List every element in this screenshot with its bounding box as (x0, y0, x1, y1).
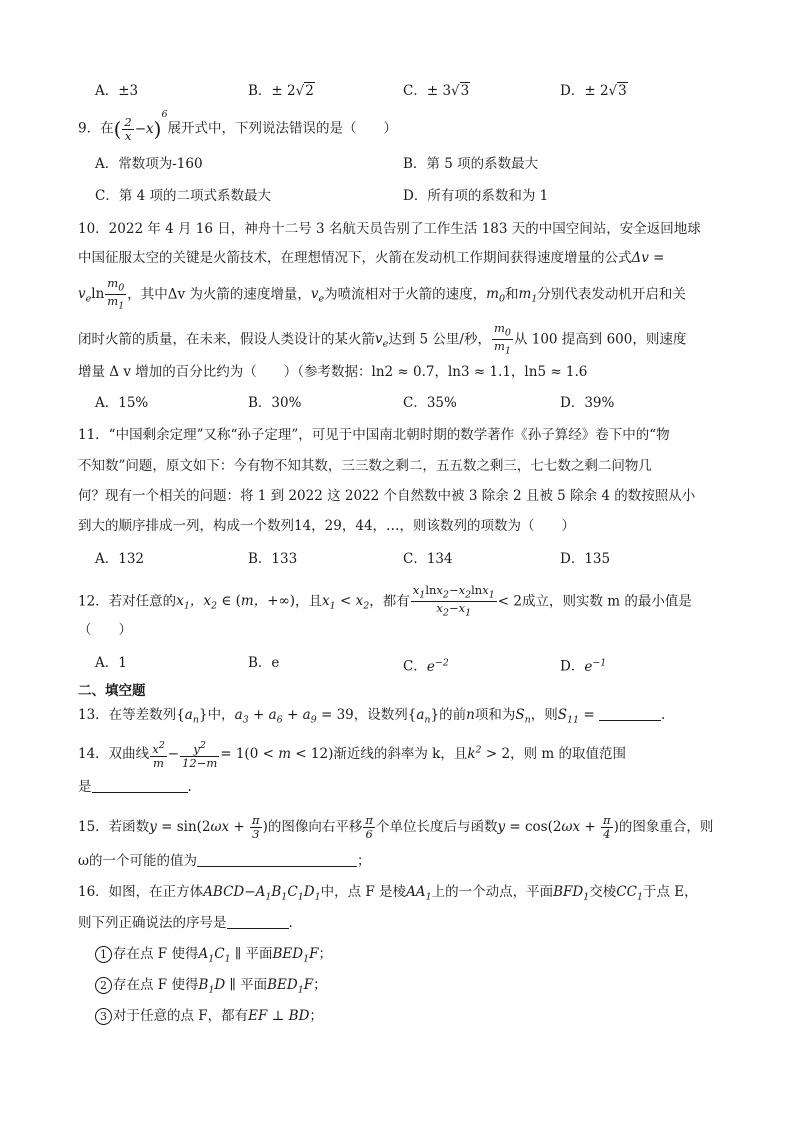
q16-item-3: 3 对于任意的点 F，都有EF ⊥ BD； (95, 1005, 755, 1027)
q10-line-5: 增量 Δ v 增加的百分比约为（ ）（参考数据：ln2 ≈ 0.7，ln3 ≈ 1.1，ln5 ≈ 1.6 (78, 364, 588, 380)
q12-option-a: A．1 (95, 655, 127, 671)
q11-line-3: 何？现有一个相关的问题：将 1 到 2022 这 2022 个自然数中被 3 除余 2 且被 5 除余 4 的数按照从小 (78, 488, 696, 504)
q12-option-c: C．$e^{-2}$ (403, 657, 449, 675)
q9-stem: 9．在( $\frac{2}{x}$ −x)$^6$展开式中，下列说法错误的是（ ） (78, 109, 398, 143)
q13-stem: 13．在等差数列$\{a_n\}$中，$a_3 + a_6 + a_9 = 39$，设数列$\{a_n\}$的前n项和为$S_n$，则$S_{11}$ = . (78, 707, 666, 726)
q10-line-3: $v_e\ln$ $\frac{m_0}{m_1}$ ，其中Δv 为火箭的速度增量，$v_e$为喷流相对于火箭的速度，$m_0$和$m_1$分别代表发动机开启和关 (78, 276, 686, 312)
q11-option-d: D．135 (560, 551, 611, 567)
q11-line-1: 11．“中国剩余定理”又称“孙子定理”，可见于中国南北朝时期的数学著作《孙子算经》卷下中的“物 (78, 427, 670, 443)
q16-item-2: 2 存在点 F 使得$B_1D$ ∥ 平面$BED_1F$； (95, 974, 755, 1002)
q11-option-c: C．134 (403, 551, 453, 567)
q15-stem: 15．若函数y = sin(2ωx + $\frac{\pi}{3}$ )的图像向右平移 $\frac{\pi}{6}$ 个单位长度后与函数y = cos(2ωx + $\frac{\pi}{4}$ )的图象重合，则 (78, 813, 714, 841)
q16-line-2: 则下列正确说法的序号是 . (78, 915, 293, 931)
q11-line-4: 到大的顺序排成一列，构成一个数列14，29，44，…，则该数列的项数为（ ） (78, 518, 576, 534)
q8-option-a: A．±3 (95, 83, 139, 99)
q8-option-b: B．± 2√2 (248, 83, 314, 99)
q13-answer-blank[interactable] (599, 706, 661, 721)
q15-line-2: ω的一个可能的值为 ； (78, 853, 371, 869)
q10-line-4: 闭时火箭的质量，在未来，假设人类设计的某火箭$v_e$达到 5 公里/秒， $\frac{m_0}{m_1}$ 从 100 提高到 600，则速度 (78, 321, 687, 357)
q10-option-b: B．30% (248, 395, 302, 411)
q10-line-1: 10．2022 年 4 月 16 日，神舟十二号 3 名航天员告别了工作生活 183 天的中国空间站，安全返回地球 (78, 221, 701, 237)
q10-option-d: D．39% (560, 395, 615, 411)
q11-option-b: B．133 (248, 551, 298, 567)
q9-option-a: A．常数项为-160 (95, 156, 203, 172)
q11-option-a: A．132 (95, 551, 145, 567)
q14-line-2: 是 . (78, 779, 192, 795)
q9-option-b: B．第 5 项的系数最大 (403, 156, 539, 172)
q12-option-d: D．$e^{-1}$ (560, 657, 607, 675)
q9-option-d: D．所有项的系数和为 1 (403, 188, 549, 204)
q16-answer-blank[interactable] (227, 914, 289, 929)
q14-answer-blank[interactable] (92, 778, 188, 793)
q15-answer-blank[interactable] (197, 852, 357, 867)
q9-option-c: C．第 4 项的二项式系数最大 (95, 188, 272, 204)
q16-item-1: 1 存在点 F 使得$A_1C_1$ ∥ 平面$BED_1F$； (95, 943, 755, 971)
q10-line-2: 中国征服太空的关键是火箭技术，在理想情况下，火箭在发动机工作期间获得速度增量的公式Δv = (78, 250, 665, 266)
q14-stem: 14．双曲线 $\frac{x^2}{m}$ − $\frac{y^2}{12-m}$ = 1(0 < m < 12)渐近线的斜率为 k，且$k^2 > 2$，则 m 的取值范围 (78, 740, 626, 770)
circled-number-2: 2 (95, 977, 112, 994)
circled-number-3: 3 (95, 1008, 112, 1025)
q8-option-c: C．± 3√3 (403, 83, 470, 99)
circled-number-1: 1 (95, 946, 112, 963)
q16-line-1: 16．如图，在正方体$ABCD-A_1B_1C_1D_1$中，点 F 是棱$AA_1$上的一个动点，平面$BFD_1$交棱$CC_1$于点 E， (78, 884, 698, 903)
q12-line-2: （ ） (78, 622, 132, 638)
q12-stem: 12．若对任意的$x_1$，$x_2$ ∈ (m，+∞)，且$x_1 < x_2$，都有 $\frac{x_1\ln x_2-x_2\ln x_1}{x_2-x_1}$ < 2成立，则实数 m 的最小值是 (78, 583, 692, 619)
q10-option-c: C．35% (403, 395, 457, 411)
q10-option-a: A．15% (95, 395, 149, 411)
q8-option-d: D．± 2√3 (560, 83, 627, 99)
section-title-fill-in: 二、填空题 (78, 683, 146, 699)
q11-line-2: 不知数”问题，原文如下：今有物不知其数，三三数之剩二，五五数之剩三，七七数之剩二问物几 (78, 458, 652, 474)
q12-option-b: B．e (248, 655, 280, 671)
